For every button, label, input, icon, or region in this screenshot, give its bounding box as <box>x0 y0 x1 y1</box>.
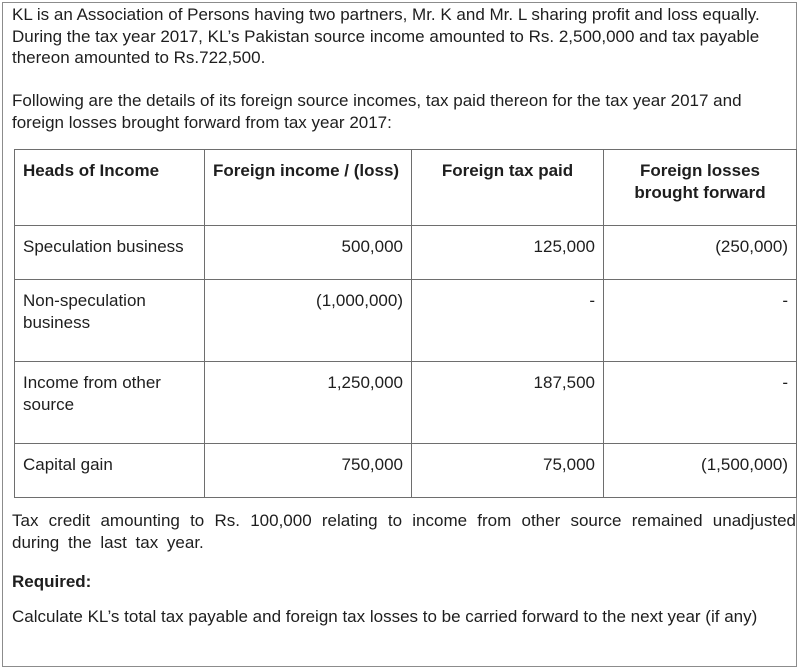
cell-income: (1,000,000) <box>205 280 412 362</box>
cell-head: Speculation business <box>15 226 205 280</box>
table-row <box>15 443 797 497</box>
tax-credit-note: Tax credit amounting to Rs. 100,000 relating to income from other source remained unadjusted during the last tax year. <box>12 511 796 552</box>
cell-losses: - <box>604 280 797 362</box>
table-row <box>15 226 797 280</box>
cell-income: 500,000 <box>205 226 412 280</box>
cell-income: 750,000 <box>205 443 412 497</box>
cell-head: Income from other source <box>15 361 205 443</box>
cell-tax-paid: 187,500 <box>412 361 604 443</box>
foreign-income-table <box>14 149 797 498</box>
cell-tax-paid: 125,000 <box>412 226 604 280</box>
details-intro-paragraph: Following are the details of its foreign source incomes, tax paid thereon for the tax year 2017 and foreign losses brought forward from tax year 2017: <box>12 91 742 132</box>
table-row <box>15 361 797 443</box>
header-foreign-income: Foreign income / (loss) <box>205 150 412 226</box>
cell-head: Capital gain <box>15 443 205 497</box>
intro-paragraph: KL is an Association of Persons having two partners, Mr. K and Mr. L sharing profit and loss equally. During the tax year 2017, KL’s Pakistan source income amounted to Rs. 2,500,000 and tax payable thereon amounted to Rs.722,500. <box>12 5 760 67</box>
required-heading: Required: <box>12 572 92 591</box>
header-foreign-losses: Foreign losses brought forward <box>604 150 797 226</box>
table-header-row <box>15 150 797 226</box>
cell-tax-paid: 75,000 <box>412 443 604 497</box>
cell-income: 1,250,000 <box>205 361 412 443</box>
cell-losses: (1,500,000) <box>604 443 797 497</box>
header-foreign-tax-paid: Foreign tax paid <box>412 150 604 226</box>
cell-losses: (250,000) <box>604 226 797 280</box>
cell-tax-paid: - <box>412 280 604 362</box>
table-row <box>15 280 797 362</box>
header-heads-of-income: Heads of Income <box>15 150 205 226</box>
cell-losses: - <box>604 361 797 443</box>
cell-head: Non-speculation business <box>15 280 205 362</box>
required-text: Calculate KL’s total tax payable and foreign tax losses to be carried forward to the next year (if any) <box>12 607 758 626</box>
